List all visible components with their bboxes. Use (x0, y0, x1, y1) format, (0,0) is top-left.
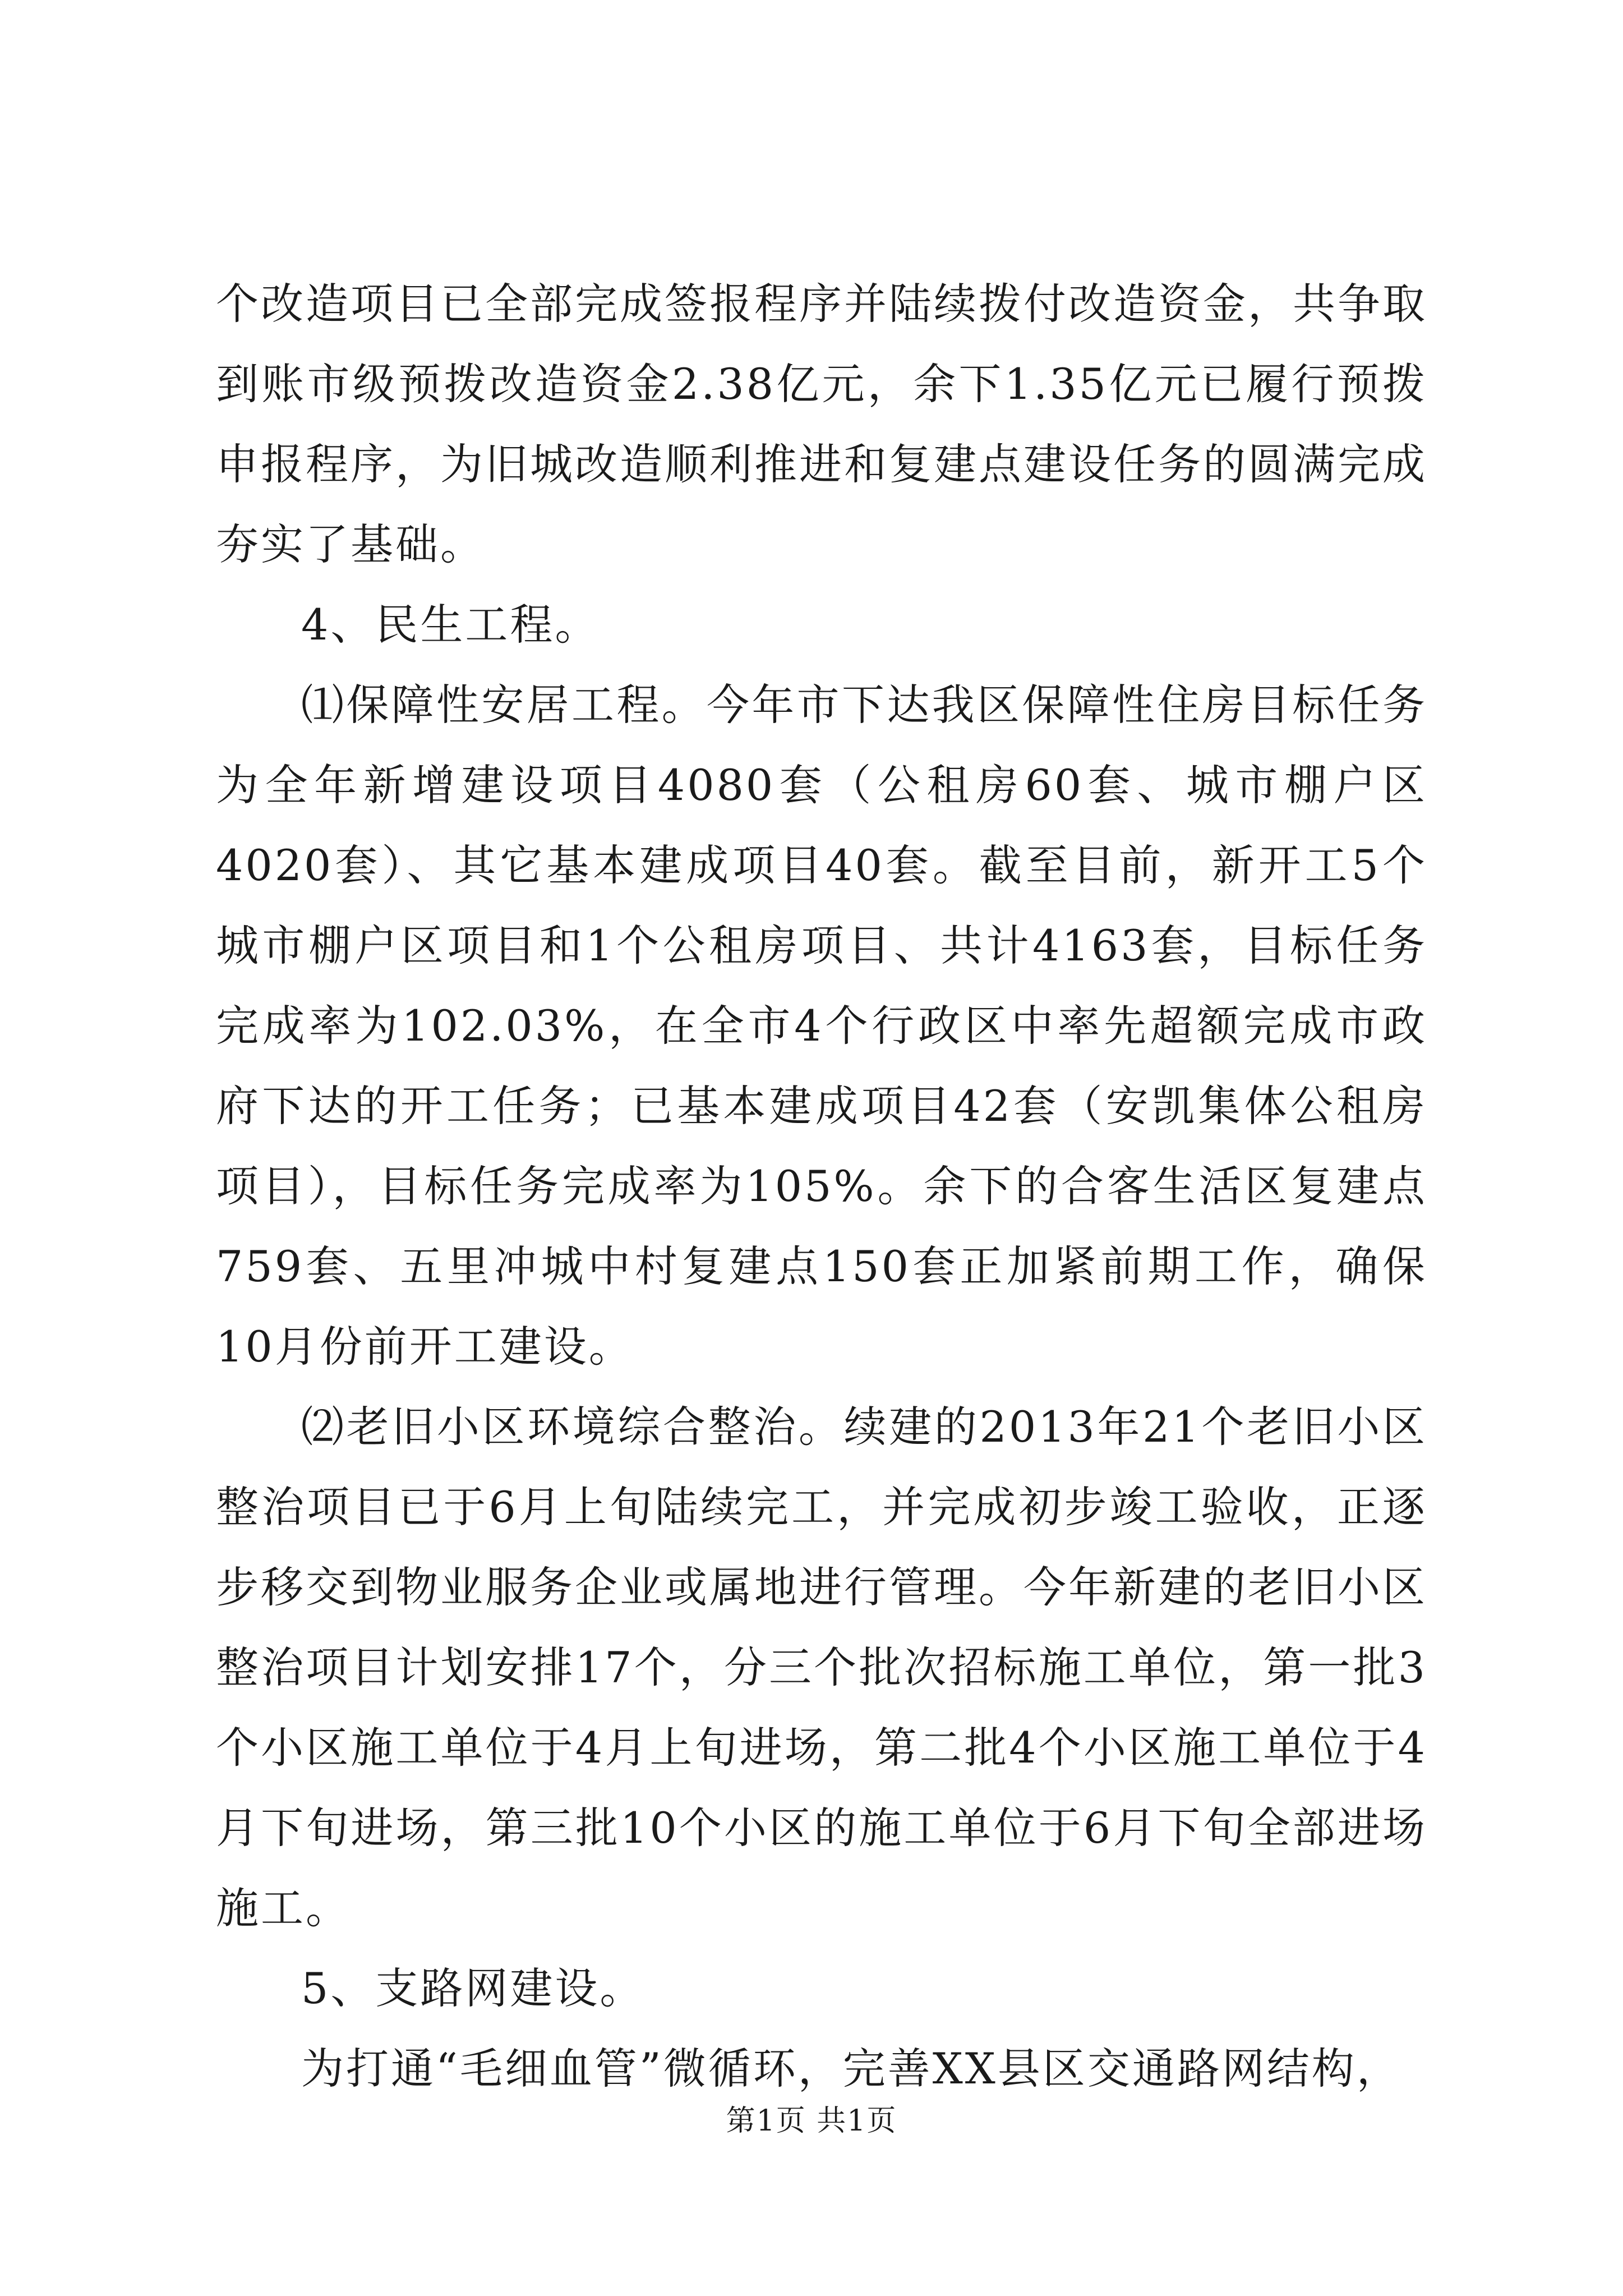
page-number-label: 第1页 共1页 (726, 2104, 897, 2138)
paragraph-road-network-intro: 为打通“毛细血管”微循环，完善XX县区交通路网结构， (301, 2044, 1401, 2093)
paragraph-affordable-housing: ⑴保障性安居工程。今年市下达我区保障性住房目标任务为全年新增建设项目4080套（公租房60套、城市棚户区4020套）、其它基本建成项目40套。截至目前，新开工5个城市棚户区项目和1个公租房项目、共计4163套，目标任务完成率为102.03%，在全市4个行政区中率先超额完成市政府下达的开工任务；已基本建成项目42套（安凯集体公租房项目），目标任务完成率为105%。余下的合客生活区复建点759套、五里冲城中村复建点150套正加紧前期工作，确保10月份前开工建设。 (216, 680, 1427, 1372)
heading-livelihood-projects: 4、民生工程。 (301, 600, 600, 650)
paragraph-funding-summary: 个改造项目已全部完成签报程序并陆续拨付改造资金，共争取到账市级预拨改造资金2.38亿元，余下1.35亿元已履行预拨申报程序，为旧城改造顺利推进和复建点建设任务的圆满完成夯实了基础。 (216, 279, 1427, 569)
paragraph-old-community-renovation: ⑵老旧小区环境综合整治。续建的2013年21个老旧小区整治项目已于6月上旬陆续完工，并完成初步竣工验收，正逐步移交到物业服务企业或属地进行管理。今年新建的老旧小区整治项目计划安排17个，分三个批次招标施工单位，第一批3个小区施工单位于4月上旬进场，第二批4个小区施工单位于4月下旬进场，第三批10个小区的施工单位于6月下旬全部进场施工。 (216, 1402, 1427, 1933)
page-footer (0, 2101, 1623, 2141)
heading-branch-road-network: 5、支路网建设。 (301, 1963, 645, 2013)
document-body (216, 264, 1427, 2109)
